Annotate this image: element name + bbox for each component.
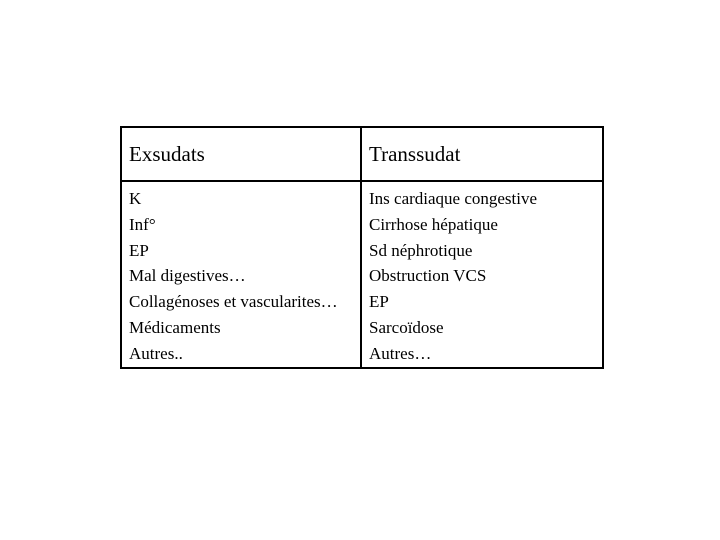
header-cell-exsudats: Exsudats: [121, 127, 361, 181]
list-item: Autres..: [129, 343, 183, 363]
list-item: Cirrhose hépatique: [369, 214, 498, 234]
table-body-row: [121, 181, 603, 368]
list-item: Collagénoses et vascularites…: [129, 292, 338, 312]
table-header-row: [121, 127, 603, 181]
list-item: Médicaments: [129, 317, 221, 337]
transsudat-list-cell: [361, 181, 603, 368]
list-item: Mal digestives…: [129, 266, 246, 286]
list-item: EP: [129, 240, 149, 260]
list-item: EP: [369, 292, 389, 312]
list-item: Inf°: [129, 214, 156, 234]
list-item: Obstruction VCS: [369, 266, 487, 286]
exsudats-list-cell: [121, 181, 361, 368]
list-item: Sarcoïdose: [369, 317, 444, 337]
list-item: Ins cardiaque congestive: [369, 189, 538, 208]
list-item: Sd néphrotique: [369, 240, 473, 260]
header-cell-transsudat: Transsudat: [361, 127, 603, 181]
list-item: K: [129, 189, 142, 208]
comparison-table: [120, 126, 604, 369]
list-item: Autres…: [369, 343, 432, 363]
